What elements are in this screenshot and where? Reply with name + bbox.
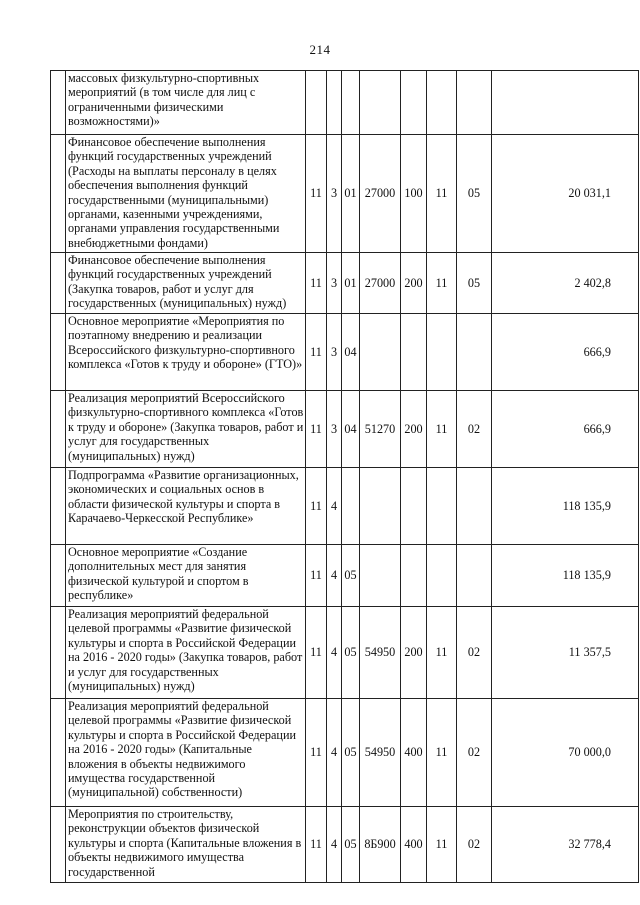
code-cell: 11 [427,699,457,807]
code-cell: 05 [457,135,492,253]
row-description: Подпрограмма «Развитие организационных, экономических и социальных основ в области физической культуры и спорта в Карачаево-Черкесской Республике» [66,468,306,545]
code-cell [427,71,457,135]
code-cell: 11 [306,607,327,699]
row-description: Реализация мероприятий Всероссийского физкультурно-спортивного комплекса «Готов к труду и обороне» (Закупка товаров, работ и услуг для государственных (муниципальных) нужд) [66,391,306,468]
code-cell: 11 [306,699,327,807]
code-cell [360,71,401,135]
code-cell: 4 [327,545,342,607]
code-cell: 11 [427,607,457,699]
table-row [51,607,639,699]
code-cell [427,545,457,607]
code-cell [457,314,492,391]
code-cell: 4 [327,807,342,883]
table-row [51,468,639,545]
amount-cell: 2 402,8 [492,253,639,314]
amount-cell: 118 135,9 [492,545,639,607]
table-row [51,135,639,253]
code-cell: 11 [306,314,327,391]
code-cell: 200 [401,253,427,314]
code-cell: 11 [306,135,327,253]
budget-table [50,70,639,883]
code-cell: 02 [457,807,492,883]
code-cell [360,314,401,391]
table-row [51,545,639,607]
code-cell [360,468,401,545]
amount-cell: 20 031,1 [492,135,639,253]
code-cell: 200 [401,607,427,699]
code-cell [401,71,427,135]
amount-cell: 666,9 [492,314,639,391]
row-marker-cell [51,314,66,391]
amount-cell: 118 135,9 [492,468,639,545]
code-cell: 54950 [360,607,401,699]
code-cell: 11 [306,807,327,883]
code-cell: 05 [342,699,360,807]
row-marker-cell [51,807,66,883]
row-description: Финансовое обеспечение выполнения функций государственных учреждений (Закупка товаров, работ и услуг для государственных (муниципальных) нужд) [66,253,306,314]
code-cell: 02 [457,699,492,807]
row-marker-cell [51,468,66,545]
row-description: Реализация мероприятий федеральной целевой программы «Развитие физической культуры и спорта в Российской Федерации на 2016 - 2020 годы» (Капитальные вложения в объекты недвижимого имущества государственной (муниципальной) собственности) [66,699,306,807]
code-cell: 200 [401,391,427,468]
code-cell [427,314,457,391]
code-cell: 01 [342,253,360,314]
code-cell: 3 [327,314,342,391]
code-cell: 11 [427,135,457,253]
code-cell: 4 [327,607,342,699]
code-cell [327,71,342,135]
code-cell: 4 [327,468,342,545]
code-cell [457,71,492,135]
code-cell [427,468,457,545]
code-cell [306,71,327,135]
code-cell [401,314,427,391]
code-cell: 11 [427,253,457,314]
code-cell: 400 [401,699,427,807]
code-cell: 54950 [360,699,401,807]
table-row [51,71,639,135]
code-cell: 100 [401,135,427,253]
row-description: Реализация мероприятий федеральной целевой программы «Развитие физической культуры и спорта в Российской Федерации на 2016 - 2020 годы» (Закупка товаров, работ и услуг для государственных (муниципальных) нужд) [66,607,306,699]
row-marker-cell [51,253,66,314]
row-description: Мероприятия по строительству, реконструкции объектов физической культуры и спорта (Капитальные вложения в объекты недвижимого имущества государственной [66,807,306,883]
code-cell: 3 [327,253,342,314]
amount-cell: 11 357,5 [492,607,639,699]
amount-cell: 32 778,4 [492,807,639,883]
code-cell: 02 [457,391,492,468]
table-row [51,253,639,314]
code-cell [360,545,401,607]
amount-cell [492,71,639,135]
code-cell: 11 [306,391,327,468]
row-marker-cell [51,71,66,135]
row-description: массовых физкультурно-спортивных мероприятий (в том числе для лиц с ограниченными физическими возможностями)» [66,71,306,135]
code-cell: 02 [457,607,492,699]
table-row [51,314,639,391]
code-cell: 3 [327,135,342,253]
amount-cell: 70 000,0 [492,699,639,807]
code-cell: 05 [457,253,492,314]
code-cell: 11 [306,253,327,314]
code-cell: 27000 [360,135,401,253]
table-row [51,807,639,883]
row-marker-cell [51,391,66,468]
code-cell: 04 [342,314,360,391]
code-cell [342,468,360,545]
code-cell: 51270 [360,391,401,468]
row-marker-cell [51,699,66,807]
code-cell [342,71,360,135]
code-cell [401,468,427,545]
code-cell: 11 [306,545,327,607]
code-cell: 400 [401,807,427,883]
row-marker-cell [51,135,66,253]
row-description: Основное мероприятие «Мероприятия по поэтапному внедрению и реализации Всероссийского физкультурно-спортивного комплекса «Готов к труду и обороне» (ГТО)» [66,314,306,391]
code-cell: 4 [327,699,342,807]
row-marker-cell [51,607,66,699]
code-cell: 01 [342,135,360,253]
table-row [51,391,639,468]
code-cell: 04 [342,391,360,468]
row-marker-cell [51,545,66,607]
code-cell: 27000 [360,253,401,314]
table-row [51,699,639,807]
row-description: Финансовое обеспечение выполнения функций государственных учреждений (Расходы на выплаты персоналу в целях обеспечения выполнения функций государственными (муниципальными) органами, казенными учреждениями, органами управления государственными внебюджетными фондами) [66,135,306,253]
code-cell: 11 [306,468,327,545]
amount-cell: 666,9 [492,391,639,468]
code-cell: 05 [342,607,360,699]
code-cell [401,545,427,607]
code-cell: 05 [342,807,360,883]
code-cell [457,545,492,607]
code-cell: 05 [342,545,360,607]
code-cell: 3 [327,391,342,468]
code-cell: 11 [427,807,457,883]
page-number: 214 [309,42,331,57]
code-cell: 8Б900 [360,807,401,883]
code-cell: 11 [427,391,457,468]
row-description: Основное мероприятие «Создание дополнительных мест для занятия физической культурой и спортом в республике» [66,545,306,607]
code-cell [457,468,492,545]
